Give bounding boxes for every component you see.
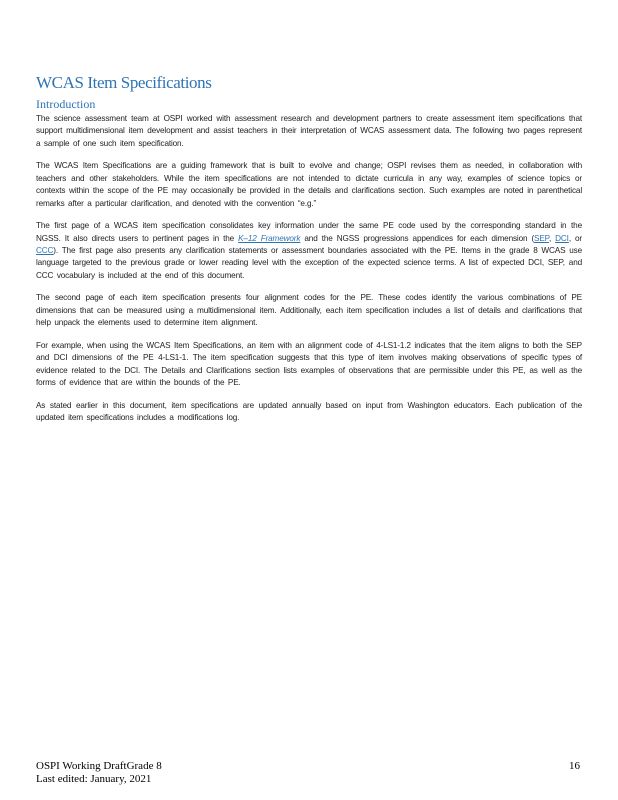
k12-framework-link[interactable]: K–12 Framework — [238, 233, 301, 243]
sep-link[interactable]: SEP — [534, 233, 549, 243]
dci-link[interactable]: DCI — [555, 233, 569, 243]
footer-draft-label: OSPI Working Draft — [36, 760, 127, 772]
ccc-link[interactable]: CCC — [36, 246, 54, 256]
page-title: WCAS Item Specifications — [36, 73, 212, 92]
footer-grade-label: Grade 8 — [126, 760, 162, 772]
footer-last-edited: Last edited: January, 2021 — [36, 773, 152, 785]
paragraph-example: For example, when using the WCAS Item Specifications, an item with an alignment code of 4-LS1-1.2 indicates that the item aligns to both the SEP and DCI dimensions of the PE 4-LS1-1. The item specification suggests that this type of item involves making observations of specific types of evidence related to the DCI. The Details and Clarifications section lists examples of observations that are permissible under this PE, as well as the forms of evidence that are within the bounds of the PE. — [36, 340, 582, 388]
paragraph-overview: The science assessment team at OSPI worked with assessment research and development partners to create assessment item specifications that support multidimensional item development and assist teachers in their interpretation of WCAS assessment data. The following two pages represent a sample of one such item specification. — [36, 114, 582, 148]
paragraph-text: The first page of a WCAS item specification consolidates key information under the same PE code used by the corresponding standard in the NGSS. It also directs users to pertinent pages in the — [36, 221, 582, 243]
paragraph-text: , — [548, 233, 556, 243]
paragraph-first-page — [36, 220, 582, 282]
paragraph-text: and the NGSS progressions appendices for each dimension ( — [300, 233, 535, 243]
document-body — [36, 113, 582, 435]
paragraph-text: ). The first page also presents any clarification statements or assessment boundaries associated with the PE. Items in the grade 8 WCAS use language targeted to the previous grade or lower reading level with the exception of the expected science terms. A list of expected DCI, SEP, and CCC vocabulary is included at the end of this document. — [36, 246, 582, 280]
footer-line-1 — [36, 760, 162, 773]
paragraph-updates: As stated earlier in this document, item specifications are updated annually based on input from Washington educators. Each publication of the updated item specifications includes a modifications log. — [36, 400, 582, 423]
section-heading-introduction: Introduction — [36, 97, 96, 111]
paragraph-text: , or — [568, 233, 582, 243]
page-footer — [36, 760, 162, 786]
page-number: 16 — [569, 760, 580, 772]
paragraph-framework: The WCAS Item Specifications are a guiding framework that is built to evolve and change; OSPI revises them as needed, in collaboration with teachers and other stakeholders. While the item specifications are not intended to dictate curricula in any way, examples of science topics or contexts within the scope of the PE may occasionally be provided in the details and clarifications section. Such examples are noted in parenthetical remarks after a particular clarification, and denoted with the convention “e.g.” — [36, 161, 582, 208]
paragraph-second-page: The second page of each item specification presents four alignment codes for the PE. These codes identify the various combinations of PE dimensions that can be measured using a multidimensional item. Additionally, each item specification includes a list of details and clarifications that help unpack the elements used to determine item alignment. — [36, 293, 582, 328]
